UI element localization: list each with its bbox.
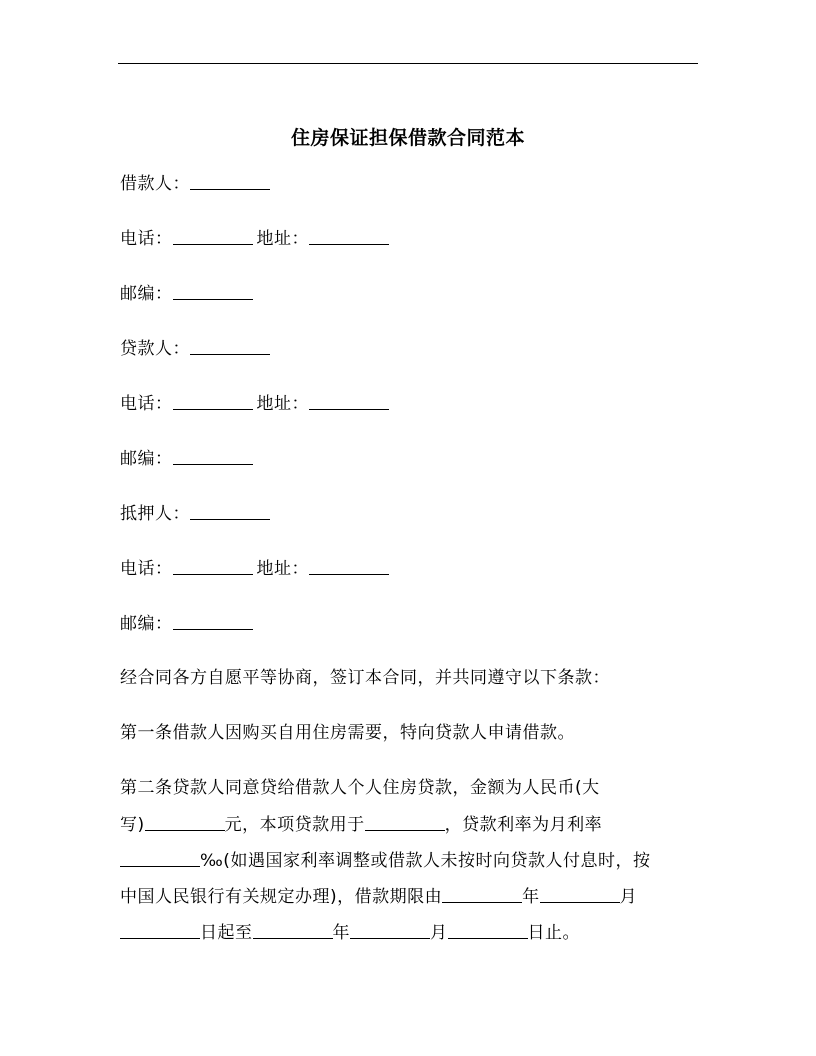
article-1-paragraph: 第一条借款人因购买自用住房需要，特向贷款人申请借款。 bbox=[120, 723, 575, 743]
mortgagor-name-line bbox=[120, 501, 700, 526]
month-label-2: 月 bbox=[430, 923, 448, 943]
end-year-blank bbox=[253, 920, 333, 939]
start-month-blank bbox=[540, 884, 620, 903]
borrower-name-blank bbox=[190, 171, 270, 190]
document-title: 住房保证担保借款合同范本 bbox=[290, 127, 525, 149]
loan-amount-blank bbox=[145, 812, 225, 831]
header-rule bbox=[118, 63, 698, 64]
borrower-phone-label: 电话： bbox=[120, 229, 173, 249]
mortgagor-name-blank bbox=[190, 501, 270, 520]
loan-purpose-blank bbox=[365, 812, 445, 831]
lender-postcode-line bbox=[120, 446, 700, 471]
borrower-address-label: 地址： bbox=[256, 229, 309, 249]
mortgagor-address-label: 地址： bbox=[256, 559, 309, 579]
end-day-blank bbox=[448, 920, 528, 939]
mortgagor-address-blank bbox=[309, 556, 389, 575]
mortgagor-postcode-blank bbox=[173, 611, 253, 630]
lender-phone-label: 电话： bbox=[120, 394, 173, 414]
article-2-text-g: 日止。 bbox=[527, 923, 580, 943]
monthly-rate-blank bbox=[120, 848, 200, 867]
article-2-text-b: 元，本项贷款用于 bbox=[224, 815, 365, 835]
borrower-name-label: 借款人： bbox=[120, 174, 190, 194]
article-2-line-5 bbox=[120, 920, 700, 945]
article-2-line-4 bbox=[120, 884, 700, 909]
mortgagor-postcode-label: 邮编： bbox=[120, 614, 173, 634]
mortgagor-name-label: 抵押人： bbox=[120, 504, 190, 524]
mortgagor-postcode-line bbox=[120, 611, 700, 636]
mortgagor-phone-label: 电话： bbox=[120, 559, 173, 579]
borrower-postcode-blank bbox=[173, 281, 253, 300]
year-label-1: 年 bbox=[522, 887, 540, 907]
lender-contact-line bbox=[120, 391, 700, 416]
lender-name-line bbox=[120, 336, 700, 361]
start-year-blank bbox=[442, 884, 522, 903]
article-2-line-2 bbox=[120, 812, 700, 837]
borrower-contact-line bbox=[120, 226, 700, 251]
year-label-2: 年 bbox=[332, 923, 350, 943]
lender-phone-blank bbox=[173, 391, 253, 410]
borrower-name-line bbox=[120, 171, 700, 196]
article-2-text-c: ，贷款利率为月利率 bbox=[444, 815, 603, 835]
lender-postcode-label: 邮编： bbox=[120, 449, 173, 469]
article-2-text-e: 中国人民银行有关规定办理)，借款期限由 bbox=[120, 887, 443, 907]
lender-address-label: 地址： bbox=[256, 394, 309, 414]
borrower-phone-blank bbox=[173, 226, 253, 245]
borrower-postcode-label: 邮编： bbox=[120, 284, 173, 304]
preamble-paragraph: 经合同各方自愿平等协商，签订本合同，并共同遵守以下条款： bbox=[120, 668, 610, 688]
end-month-blank bbox=[350, 920, 430, 939]
article-2-text-d: ‰(如遇国家利率调整或借款人未按时向贷款人付息时，按 bbox=[200, 851, 651, 871]
lender-postcode-blank bbox=[173, 446, 253, 465]
borrower-postcode-line bbox=[120, 281, 700, 306]
start-day-blank bbox=[120, 920, 200, 939]
article-2-text-a: 写) bbox=[120, 815, 145, 835]
lender-name-label: 贷款人： bbox=[120, 339, 190, 359]
article-2-text-f: 日起至 bbox=[200, 923, 253, 943]
article-2-line-1: 第二条贷款人同意贷给借款人个人住房贷款，金额为人民币(大 bbox=[120, 778, 600, 798]
article-2-line-3 bbox=[120, 848, 700, 873]
borrower-address-blank bbox=[309, 226, 389, 245]
mortgagor-contact-line bbox=[120, 556, 700, 581]
mortgagor-phone-blank bbox=[173, 556, 253, 575]
lender-address-blank bbox=[309, 391, 389, 410]
lender-name-blank bbox=[190, 336, 270, 355]
month-label-1: 月 bbox=[619, 887, 638, 907]
